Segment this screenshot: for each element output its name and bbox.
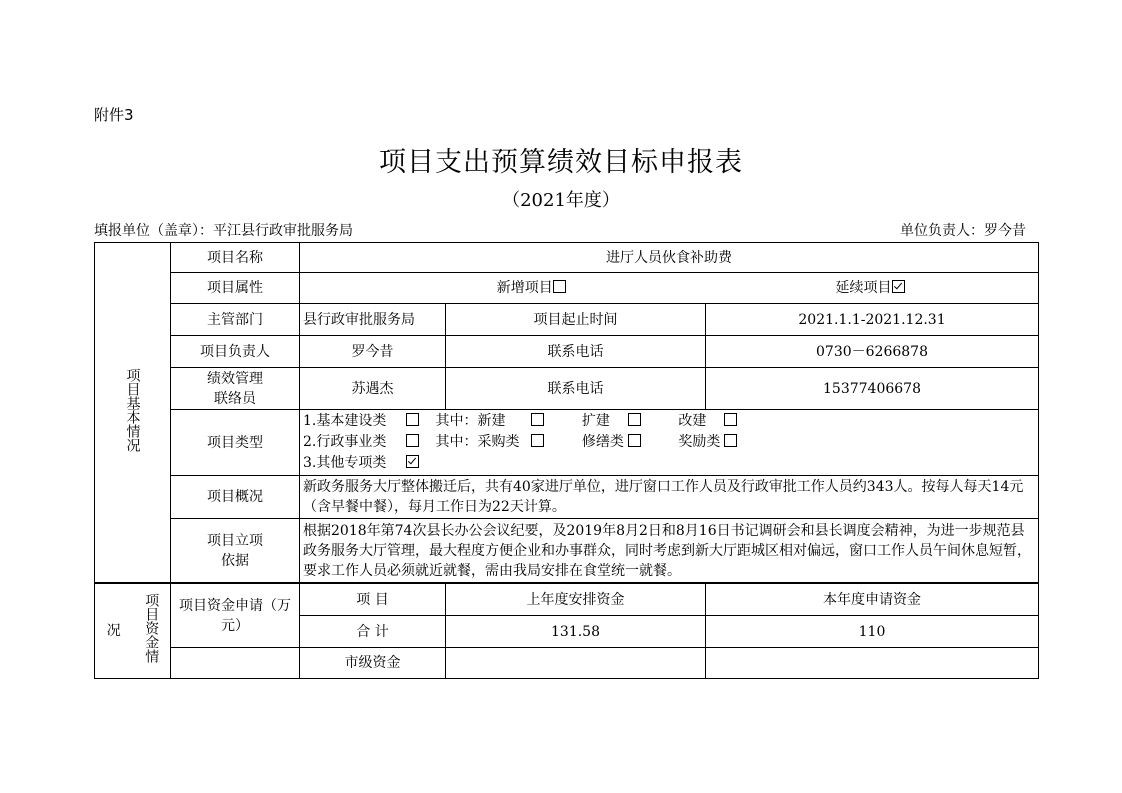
type-rebuild-label: 改建 xyxy=(678,413,707,429)
type-options xyxy=(300,410,1039,476)
funds-city-this xyxy=(706,648,1039,679)
funds-total-label: 合 计 xyxy=(300,616,446,648)
perf-contact-value: 苏遇杰 xyxy=(300,368,446,410)
project-attr-continue-cell xyxy=(706,273,1039,304)
funds-total-last: 131.58 xyxy=(446,616,706,648)
type-newbuild-checkbox[interactable] xyxy=(531,413,544,426)
budget-form-table xyxy=(94,242,1039,583)
type-admin-label: 2.行政事业类 xyxy=(303,434,387,450)
funds-label: 项目资金申请（万元） xyxy=(171,584,300,648)
type-build-checkbox[interactable] xyxy=(406,413,419,426)
funds-total-this: 110 xyxy=(706,616,1039,648)
type-expand-label: 扩建 xyxy=(581,413,610,429)
funds-header-this-year: 本年度申请资金 xyxy=(706,584,1039,616)
attr-continue-checkbox[interactable] xyxy=(892,280,905,293)
perf-phone: 15377406678 xyxy=(706,368,1039,410)
dept-label: 主管部门 xyxy=(171,304,300,336)
perf-label-line1: 绩效管理 xyxy=(207,370,263,387)
type-build-label: 1.基本建设类 xyxy=(303,413,387,429)
attr-new-label: 新增项目 xyxy=(496,280,553,296)
funds-section-left-label: 况 xyxy=(106,623,121,639)
project-name-label: 项目名称 xyxy=(171,243,300,273)
section-basic-cell xyxy=(95,243,171,583)
basis-label-line2: 依据 xyxy=(221,552,249,569)
page-title: 项目支出预算绩效目标申报表 xyxy=(379,147,743,178)
type-reward-label: 奖励类 xyxy=(678,434,721,450)
year-label: （2021年度） xyxy=(502,190,620,211)
type-newbuild-label: 其中：新建 xyxy=(435,413,506,429)
owner-label: 项目负责人 xyxy=(171,336,300,368)
perf-contact-label xyxy=(171,368,300,410)
funds-city-last xyxy=(446,648,706,679)
funds-section-left xyxy=(95,584,133,679)
attr-continue-label: 延续项目 xyxy=(835,280,892,296)
type-repair-checkbox[interactable] xyxy=(628,434,641,447)
dept-value: 县行政审批服务局 xyxy=(300,304,446,336)
type-rebuild-checkbox[interactable] xyxy=(724,413,737,426)
owner-phone: 0730－6266878 xyxy=(706,336,1039,368)
type-repair-label: 修缮类 xyxy=(581,434,624,450)
period-value: 2021.1.1-2021.12.31 xyxy=(706,304,1039,336)
attachment-label: 附件3 xyxy=(94,106,134,124)
project-name-value: 进厅人员伙食补助费 xyxy=(300,243,1039,273)
type-line-1 xyxy=(303,411,1035,432)
funds-table xyxy=(94,583,1039,679)
funds-section-right xyxy=(133,584,171,679)
type-other-checkbox[interactable] xyxy=(406,455,419,468)
funds-city-label: 市级资金 xyxy=(300,648,446,679)
basis-text: 根据2018年第74次县长办公会议纪要，及2019年8月2日和8月16日书记调研会和县长调度会精神，为进一步规范县政务服务大厅管理，最大程度方便企业和办事群众，同时考虑到新大厅距城区相对偏远，窗口工作人员午间休息短暂，要求工作人员必须就近就餐，需由我局安排在食堂统一就餐。 xyxy=(300,519,1039,583)
type-expand-checkbox[interactable] xyxy=(628,413,641,426)
type-reward-checkbox[interactable] xyxy=(724,434,737,447)
project-attr-new-cell xyxy=(300,273,706,304)
basis-label xyxy=(171,519,300,583)
type-purchase-checkbox[interactable] xyxy=(531,434,544,447)
perf-label-line2: 联络员 xyxy=(214,390,256,407)
type-line-2 xyxy=(303,432,1035,453)
funds-empty-cell xyxy=(171,648,300,679)
funds-section-right-label: 项目资金情 xyxy=(143,593,160,663)
overview-text: 新政务服务大厅整体搬迁后，共有40家进厅单位，进厅窗口工作人员及行政审批工作人员约343人。按每人每天14元（含早餐中餐），每月工作日为22天计算。 xyxy=(300,476,1039,519)
owner-phone-label: 联系电话 xyxy=(446,336,706,368)
type-line-3 xyxy=(303,453,1035,474)
type-admin-checkbox[interactable] xyxy=(406,434,419,447)
type-purchase-label: 其中：采购类 xyxy=(435,434,520,450)
overview-label: 项目概况 xyxy=(171,476,300,519)
project-attr-label: 项目属性 xyxy=(171,273,300,304)
attr-new-checkbox[interactable] xyxy=(553,280,566,293)
owner-value: 罗今昔 xyxy=(300,336,446,368)
type-label: 项目类型 xyxy=(171,410,300,476)
section-basic-label: 项目基本情况 xyxy=(124,367,141,452)
funds-header-item: 项 目 xyxy=(300,584,446,616)
type-other-label: 3.其他专项类 xyxy=(303,455,387,471)
funds-header-last-year: 上年度安排资金 xyxy=(446,584,706,616)
period-label: 项目起止时间 xyxy=(446,304,706,336)
perf-phone-label: 联系电话 xyxy=(446,368,706,410)
reporting-unit: 填报单位（盖章）：平江县行政审批服务局 xyxy=(94,223,353,239)
unit-leader: 单位负责人：罗今昔 xyxy=(900,223,1026,239)
basis-label-line1: 项目立项 xyxy=(207,532,263,549)
